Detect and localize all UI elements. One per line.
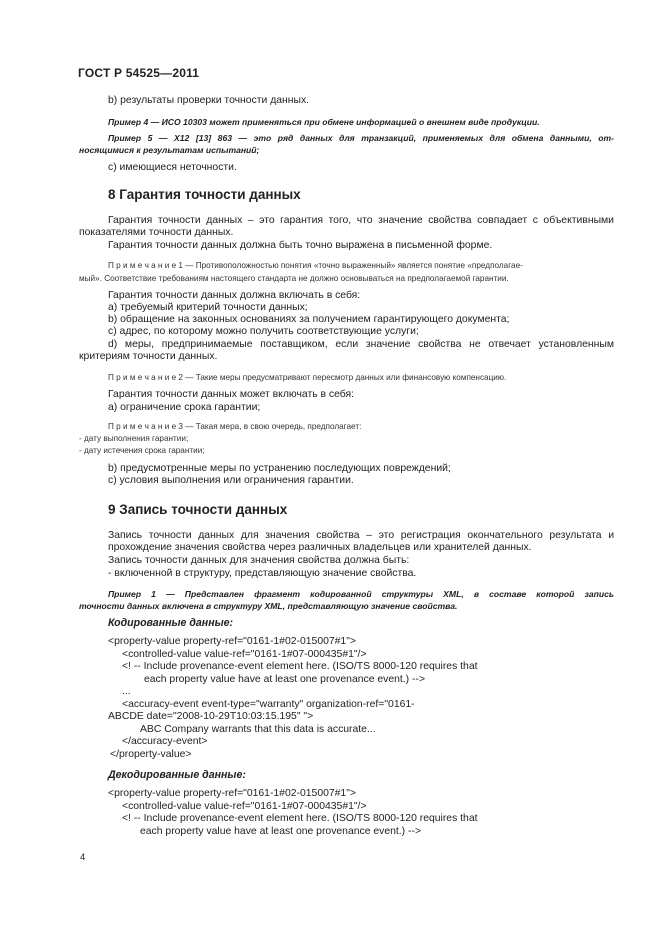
decoded-line-2: <controlled-value value-ref="0161-1#07-000435#1"/> (122, 801, 367, 812)
document-header: ГОСТ Р 54525—2011 (78, 66, 200, 80)
code-line-9: </accuracy-event> (122, 736, 208, 747)
code-line-6: <accuracy-event event-type="warranty" organization-ref="0161- (122, 699, 415, 710)
list-item-8-d-line-2: критериям точности данных. (79, 351, 218, 362)
code-line-8: ABC Company warrants that this data is accurate... (140, 724, 376, 735)
decoded-line-3: <! -- Include provenance-event element here. (ISO/TS 8000-120 requires that (122, 813, 478, 824)
list-item-8-d-line-1: d) меры, предпринимаемые поставщиком, если значение свойства не отвечает установленным (108, 339, 614, 350)
paragraph-9-2: Запись точности данных для значения свойства должна быть: (108, 555, 410, 566)
code-line-4: each property value have at least one provenance event.) --> (144, 674, 426, 685)
example-4: Пример 4 — ИСО 10303 может применяться при обмене информацией о внешнем виде продукции. (108, 117, 540, 127)
list-item-8-c: с) адрес, по которому можно получить соответствующие услуги; (108, 326, 419, 337)
paragraph-8-3: Гарантия точности данных должна включать в себя: (108, 290, 361, 301)
example-1-line-1: Пример 1 — Представлен фрагмент кодированной структуры XML, в составе которой запись (108, 589, 614, 599)
list-item-8-b: b) обращение на законных основаниях за получением гарантирующего документа; (108, 314, 510, 325)
note-3-item-2: - дату истечения срока гарантии; (79, 446, 205, 455)
section-8-heading: 8 Гарантия точности данных (108, 187, 301, 202)
code-line-7: ABCDE date="2008-10-29T10:03:15.195" "> (108, 711, 314, 722)
code-line-3: <! -- Include provenance-event element here. (ISO/TS 8000-120 requires that (122, 661, 478, 672)
example-5-line-1: Пример 5 — X12 [13] 863 — это ряд данных для транзакций, применяемых для обмена данными, от- (108, 133, 614, 143)
list-item-c-inaccuracies: с) имеющиеся неточности. (108, 162, 237, 173)
code-line-10: </property-value> (110, 749, 192, 760)
list-item-8-2-c: с) условия выполнения или ограничения гарантии. (108, 475, 354, 486)
note-1-line-2: мый». Соответствие требованиям настоящего стандарта не должно основываться на предполагаемой гарантии. (79, 274, 509, 283)
example-5-line-2: носящимися к результатам испытаний; (79, 145, 260, 155)
paragraph-9-1-line-1: Запись точности данных для значения свойства – это регистрация окончательного результата и (108, 530, 614, 541)
encoded-data-label: Кодированные данные: (108, 617, 234, 629)
code-line-2: <controlled-value value-ref="0161-1#07-000435#1"/> (122, 649, 367, 660)
section-9-heading: 9 Запись точности данных (108, 502, 288, 517)
note-2: П р и м е ч а н и е 2 — Такие меры предусматривают пересмотр данных или финансовую компенсацию. (108, 373, 507, 382)
paragraph-8-2: Гарантия точности данных должна быть точно выражена в письменной форме. (108, 240, 493, 251)
code-line-5: ... (122, 686, 131, 697)
note-3-item-1: - дату выполнения гарантии; (79, 434, 189, 443)
list-item-b-results: b) результаты проверки точности данных. (108, 95, 310, 106)
decoded-data-label: Декодированные данные: (108, 769, 246, 781)
list-item-8-a: а) требуемый критерий точности данных; (108, 302, 308, 313)
paragraph-8-1-line-1: Гарантия точности данных – это гарантия того, что значение свойства совпадает с объективными (108, 215, 614, 226)
paragraph-9-2-item: - включенной в структуру, представляющую значение свойства. (108, 568, 417, 579)
paragraph-8-4: Гарантия точности данных может включать в себя: (108, 389, 354, 400)
page-number: 4 (80, 852, 86, 863)
example-1-line-2: точности данных включена в структуру XML, представляющую значение свойства. (79, 601, 458, 611)
note-3: П р и м е ч а н и е 3 — Такая мера, в свою очередь, предполагает: (108, 422, 362, 431)
paragraph-9-1-line-2: прохождение значения свойства через различных владельцев или хранителей данных. (108, 542, 532, 553)
decoded-line-1: <property-value property-ref="0161-1#02-015007#1"> (108, 788, 356, 799)
list-item-8-2-a: а) ограничение срока гарантии; (108, 402, 261, 413)
note-1-line-1: П р и м е ч а н и е 1 — Противоположностью понятия «точно выраженный» является понятие «предполагае- (108, 261, 523, 270)
list-item-8-2-b: b) предусмотренные меры по устранению последующих повреждений; (108, 463, 451, 474)
code-line-1: <property-value property-ref="0161-1#02-015007#1"> (108, 636, 356, 647)
paragraph-8-1-line-2: показателями точности данных. (79, 227, 234, 238)
decoded-line-4: each property value have at least one provenance event.) --> (140, 826, 422, 837)
